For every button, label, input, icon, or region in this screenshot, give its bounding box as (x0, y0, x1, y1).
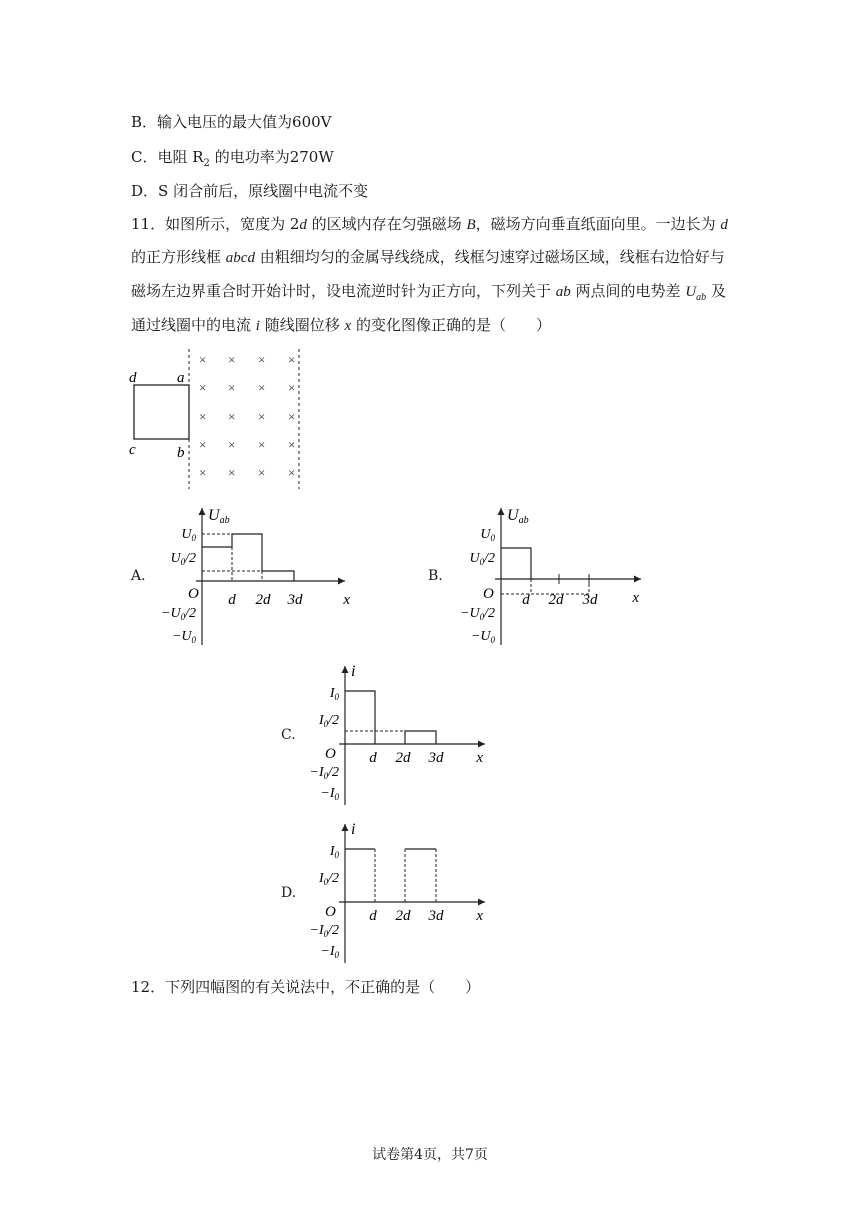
q12-text: 12．下列四幅图的有关说法中，不正确的是（ ） (131, 978, 481, 996)
field-cross: × (199, 380, 207, 395)
field-cross: × (199, 409, 207, 424)
field-crosses (199, 352, 295, 480)
graph-c-x-label: x (476, 750, 483, 766)
svg-text:−U0/2 (460, 606, 495, 622)
svg-text:−U0/2 (161, 606, 196, 622)
graph-b-xtick: 3d (582, 592, 598, 608)
graph-b-tick: −U (470, 629, 491, 644)
graph-a-tick-suffix: /2 (185, 551, 196, 566)
graph-c-tick: I (318, 713, 324, 728)
svg-text:−U0 (172, 629, 197, 645)
graph-a-u-axis-sub: ab (219, 515, 230, 526)
graph-b-tick-sub: 0 (479, 557, 485, 567)
q11-var: B (466, 217, 476, 233)
option-b-label: B. (428, 568, 443, 584)
q11-text: 磁场左边界重合时开始计时，设电流逆时针为正方向，下列关于 (131, 282, 556, 300)
graph-d-xtick: d (369, 908, 377, 924)
graph-c-tick: I (329, 686, 335, 701)
graph-d-tick-sub: 0 (334, 850, 339, 860)
q11-sub: ab (696, 292, 707, 303)
q11-var: x (344, 318, 352, 334)
field-cross: × (258, 465, 266, 480)
q11-var: ab (555, 284, 571, 300)
svg-text:−I0 (320, 786, 339, 802)
graph-d-origin: O (325, 904, 336, 920)
option-d-prev: D．S 闭合前后，原线圈中电流不变 (131, 182, 369, 200)
graph-b-xtick: d (522, 592, 530, 608)
q11-text: 的区域内存在匀强磁场 (306, 215, 467, 233)
graph-a-xtick: 2d (255, 592, 271, 608)
q11-text: 的变化图像正确的是（ ） (351, 316, 551, 334)
graph-a-tick-sub: 0 (180, 557, 186, 567)
option-c-label: C. (281, 727, 296, 743)
graph-a-origin: O (188, 586, 199, 602)
graph-d-tick-suffix: /2 (328, 871, 339, 886)
graph-b-u-axis-sub: ab (518, 515, 529, 526)
q11-text: 的正方形线框 (131, 248, 226, 266)
q11-line-4 (131, 315, 551, 336)
graph-a-tick: −U (161, 606, 181, 621)
graph-d-tick: −I (320, 944, 335, 959)
q11-var: U (685, 284, 697, 300)
graph-b-tick-suffix: /2 (484, 606, 495, 621)
field-cross: × (199, 437, 207, 452)
graph-c-tick-sub: 0 (323, 771, 329, 781)
svg-text:I0/2 (318, 871, 339, 887)
graph-a-xtick: d (228, 592, 236, 608)
graph-d-tick-sub: 0 (323, 877, 329, 887)
field-cross: × (228, 352, 236, 367)
graph-c (307, 660, 497, 810)
graph-c-tick: −I (320, 786, 335, 801)
graph-d-xtick: 3d (428, 908, 444, 924)
field-cross: × (258, 437, 266, 452)
graph-d-xtick: 2d (395, 908, 411, 924)
graph-d-tick: I (318, 871, 324, 886)
graph-a-tick-sub: 0 (191, 635, 196, 645)
field-cross: × (258, 409, 266, 424)
svg-text:I0 (329, 686, 340, 702)
graph-a-tick-suffix: /2 (185, 606, 196, 621)
graph-a-xtick: 3d (287, 592, 303, 608)
q11-line-2 (131, 247, 725, 268)
field-cross: × (258, 352, 266, 367)
graph-a-tick-sub: 0 (180, 612, 186, 622)
graph-c-tick-sub: 0 (323, 719, 329, 729)
svg-text:−I0/2 (310, 765, 340, 781)
field-cross: × (228, 437, 236, 452)
graph-d-tick: −I (309, 923, 324, 938)
field-cross: × (288, 352, 296, 367)
q11-text: 11．如图所示，宽度为 2 (131, 215, 300, 233)
graph-d-tick: I (329, 844, 335, 859)
q11-line-1 (131, 214, 728, 235)
option-b-prev: B．输入电压的最大值为600V (131, 113, 332, 131)
svg-text:−U0 (471, 629, 496, 645)
field-cross: × (199, 352, 207, 367)
q11-text: 及 (706, 282, 726, 300)
graph-c-tick: −I (309, 765, 324, 780)
q11-var: d (720, 217, 728, 233)
graph-b-tick: U (480, 527, 491, 542)
graph-b-xtick: 2d (548, 592, 564, 608)
graph-d-tick-sub: 0 (334, 950, 339, 960)
graph-a-tick: U (170, 551, 181, 566)
graph-b (459, 500, 659, 650)
graph-b-tick-sub: 0 (490, 533, 495, 543)
corner-b: b (177, 445, 185, 461)
field-cross: × (288, 465, 296, 480)
graph-b-origin: O (483, 586, 494, 602)
graph-b-x-label: x (632, 590, 639, 606)
field-cross: × (288, 437, 296, 452)
field-cross: × (228, 380, 236, 395)
q11-text: 由粗细均匀的金属导线绕成，线框匀速穿过磁场区域，线框右边恰好与 (254, 248, 725, 266)
q11-var: i (255, 318, 260, 334)
corner-a: a (177, 370, 185, 386)
q11-var: d (299, 217, 307, 233)
svg-text:−I0 (320, 944, 339, 960)
q11-text: 通过线圈中的电流 (131, 316, 256, 334)
option-a-label: A. (131, 568, 146, 584)
graph-a-x-label: x (343, 592, 350, 608)
graph-d-tick-sub: 0 (323, 929, 329, 939)
graph-b-tick-sub: 0 (490, 635, 495, 645)
corner-c: c (129, 442, 136, 458)
svg-text:I0/2 (318, 713, 339, 729)
graph-c-tick-sub: 0 (334, 792, 339, 802)
option-c-text-post: 的电功率为270W (209, 148, 334, 166)
svg-text:Uab (208, 507, 230, 526)
q11-text: 随线圈位移 (259, 316, 345, 334)
graph-a-tick-sub: 0 (191, 533, 196, 543)
svg-text:Uab (507, 507, 529, 526)
graph-d-i-axis-label: i (351, 821, 356, 838)
graph-a-tick: U (181, 527, 192, 542)
corner-d: d (129, 370, 137, 386)
field-cross: × (228, 465, 236, 480)
option-d-label: D. (281, 885, 297, 901)
graph-d (307, 818, 497, 968)
svg-text:U0/2 (170, 551, 196, 567)
field-cross: × (228, 409, 236, 424)
graph-c-xtick: d (369, 750, 377, 766)
svg-text:U0 (480, 527, 495, 543)
graph-b-u-axis-label: U (507, 507, 519, 524)
graph-b-tick: −U (460, 606, 480, 621)
graph-d-x-label: x (476, 908, 483, 924)
svg-text:U0 (181, 527, 196, 543)
field-cross: × (199, 465, 207, 480)
field-cross: × (258, 380, 266, 395)
q11-var: abcd (225, 250, 255, 266)
svg-text:−I0/2 (310, 923, 340, 939)
graph-b-tick: U (469, 551, 480, 566)
q11-text: ，磁场方向垂直纸面向里。一边长为 (475, 215, 721, 233)
graph-c-xtick: 3d (428, 750, 444, 766)
graph-a (160, 500, 360, 650)
graph-a-tick: −U (171, 629, 192, 644)
graph-a-u-axis-label: U (208, 507, 220, 524)
graph-b-tick-sub: 0 (479, 612, 485, 622)
graph-c-xtick: 2d (395, 750, 411, 766)
page-footer: 试卷第4页，共7页 (372, 1147, 488, 1163)
svg-text:U0/2 (469, 551, 495, 567)
field-cross: × (288, 380, 296, 395)
graph-c-tick-sub: 0 (334, 692, 339, 702)
field-figure (125, 345, 315, 495)
q11-line-3 (131, 281, 726, 308)
graph-c-i-axis-label: i (351, 663, 356, 680)
q11-text: 两点间的电势差 (570, 282, 686, 300)
graph-d-tick-suffix: /2 (328, 923, 339, 938)
field-cross: × (288, 409, 296, 424)
graph-c-tick-suffix: /2 (328, 765, 339, 780)
graph-c-tick-suffix: /2 (328, 713, 339, 728)
option-c-sub: 2 (203, 158, 210, 169)
svg-text:I0 (329, 844, 340, 860)
graph-b-tick-suffix: /2 (484, 551, 495, 566)
graph-c-origin: O (325, 746, 336, 762)
option-c-prev (131, 147, 334, 174)
option-c-text: C．电阻 R (131, 148, 204, 166)
